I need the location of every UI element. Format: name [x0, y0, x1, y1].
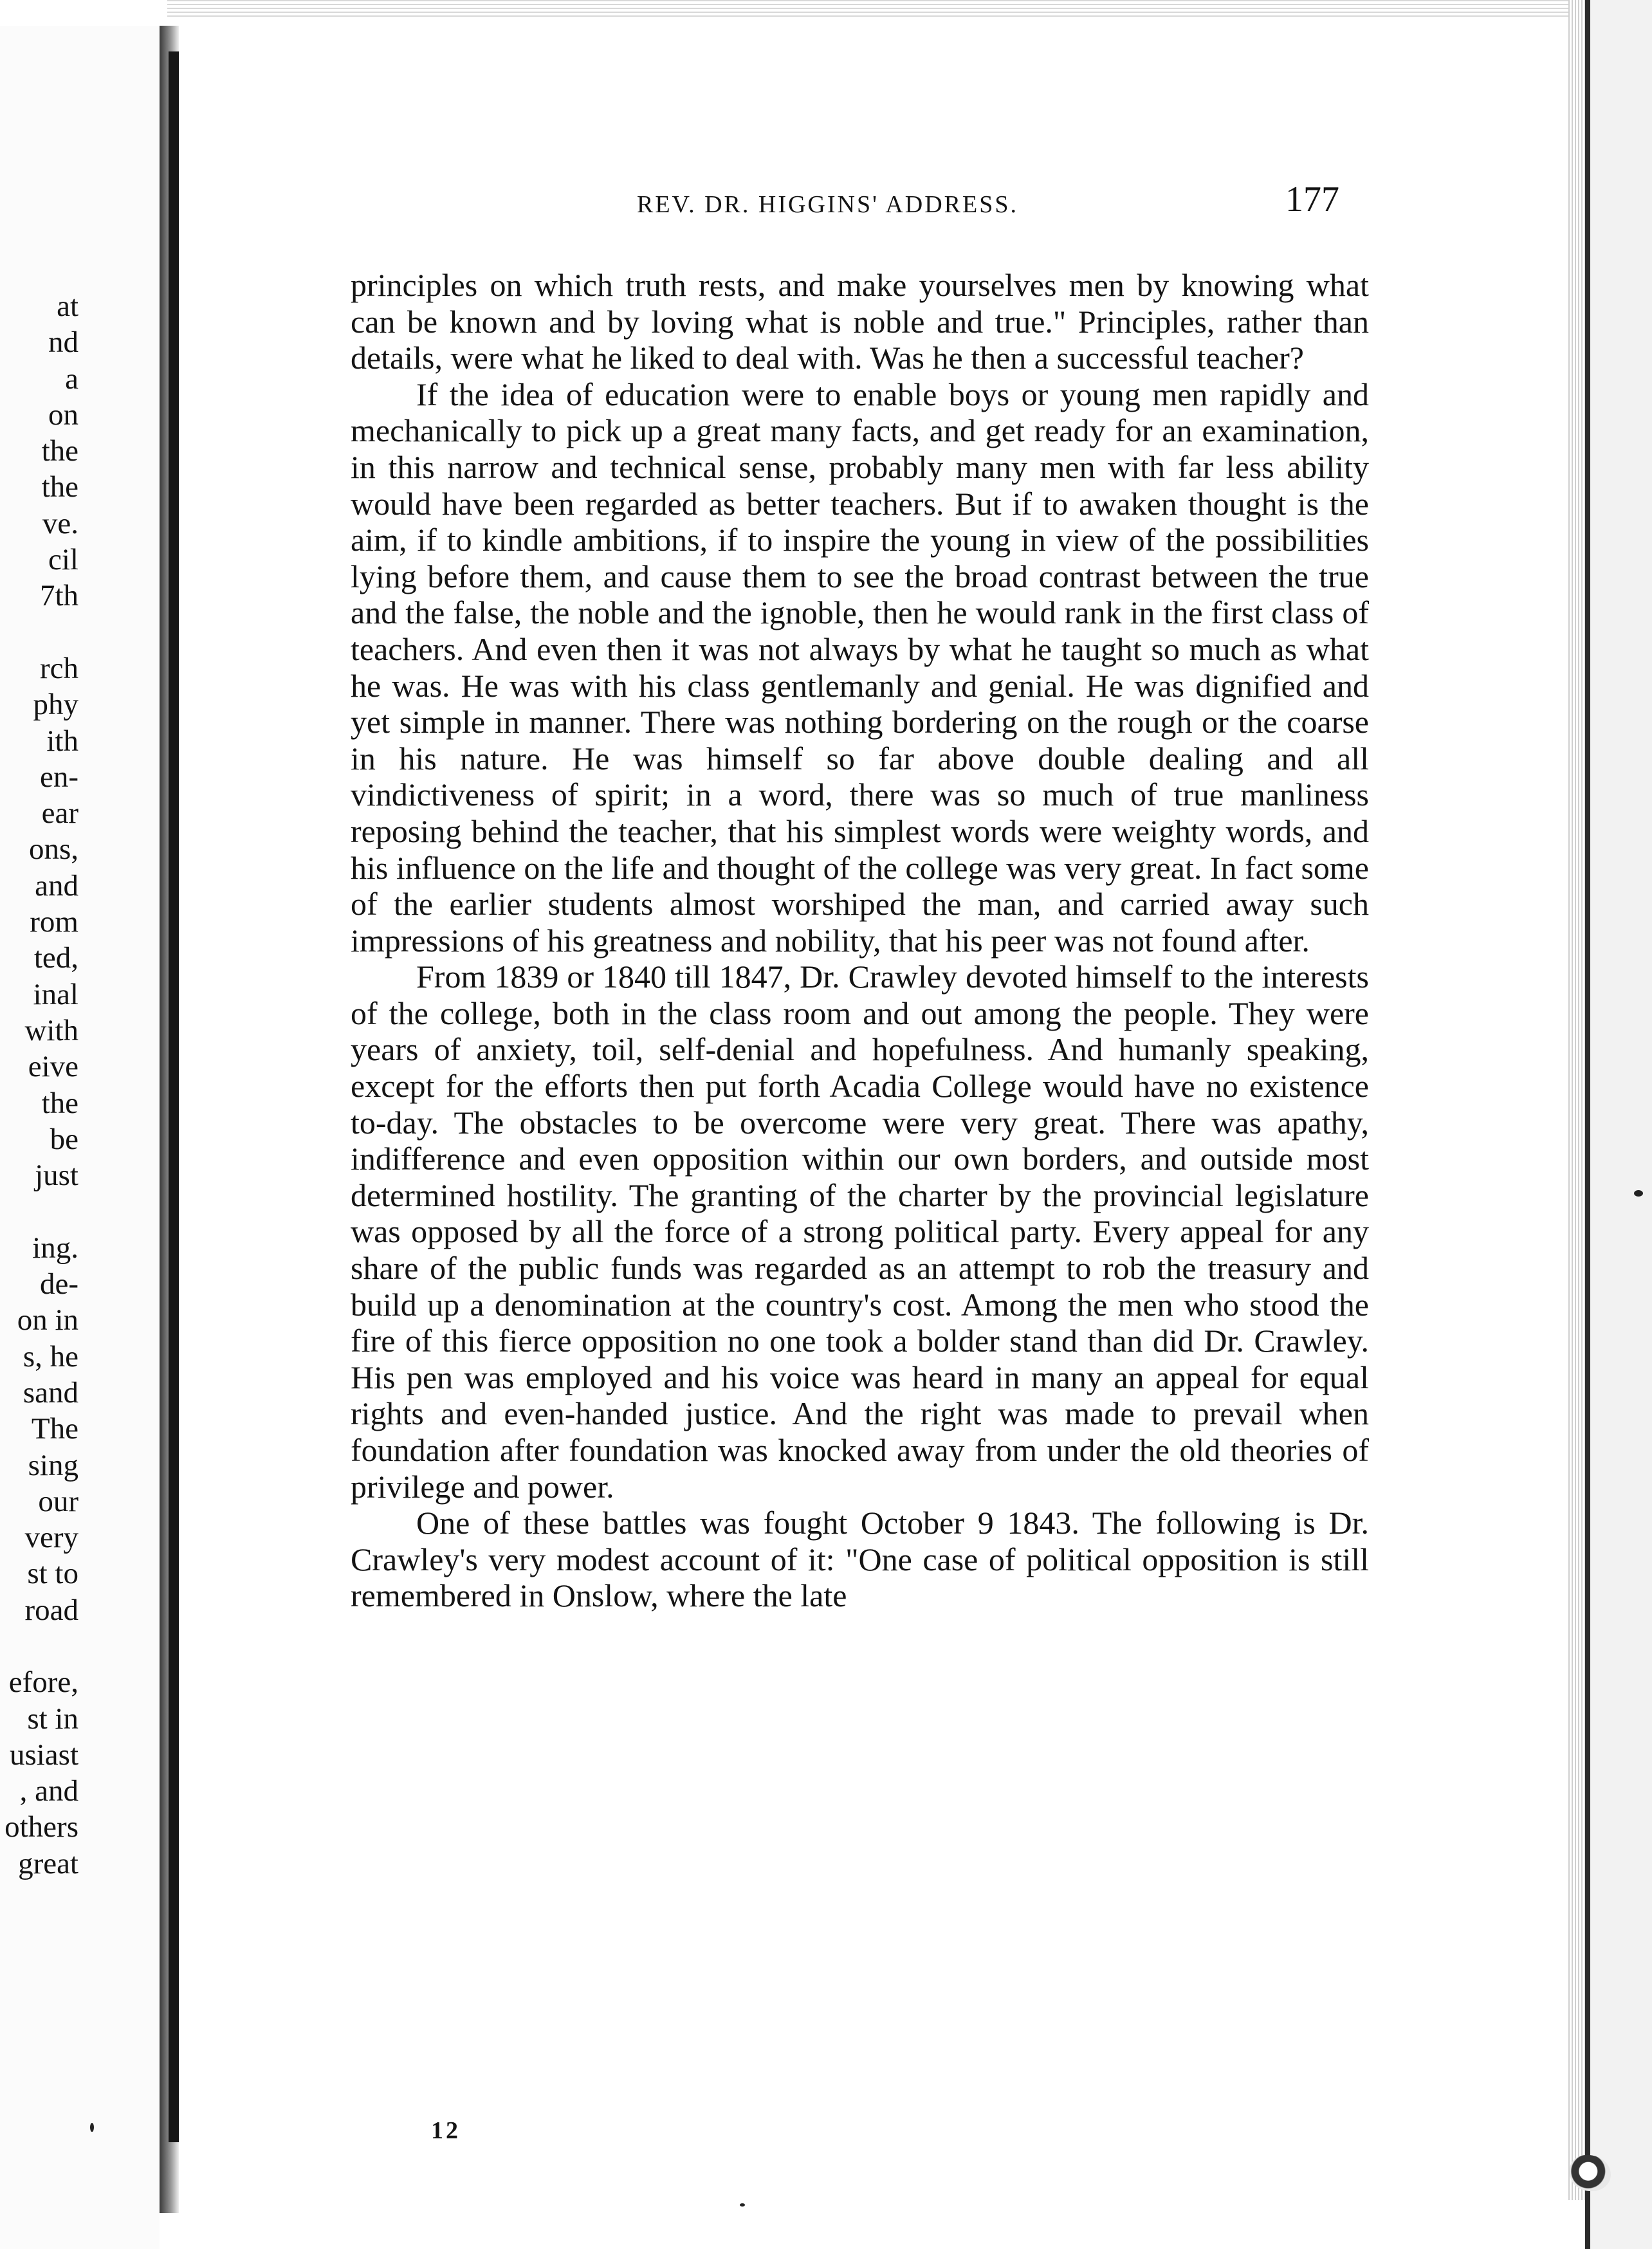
facing-page-fragment: The — [31, 1412, 78, 1446]
dust-speck — [1634, 1190, 1643, 1197]
facing-page-fragment: our — [38, 1484, 78, 1518]
facing-page-fragment: and — [35, 868, 78, 903]
facing-page-fragment: , and — [19, 1774, 78, 1808]
facing-page-fragment: on — [48, 398, 78, 432]
facing-page-fragment: efore, — [8, 1666, 78, 1700]
facing-page-fragment: 7th — [39, 579, 78, 613]
facing-page-fragment: others — [5, 1810, 78, 1844]
facing-page-fragment: a — [65, 362, 78, 396]
facing-page-fragment: the — [41, 1086, 78, 1120]
dust-speck — [90, 2123, 94, 2132]
facing-page-fragment: ons, — [28, 832, 78, 867]
facing-page-fragment: the — [41, 434, 78, 468]
facing-page-fragment: great — [18, 1846, 78, 1880]
running-head: REV. DR. HIGGINS' ADDRESS. — [637, 191, 1019, 218]
signature-mark: 12 — [431, 2117, 461, 2144]
facing-page-fragment: st in — [27, 1702, 78, 1736]
facing-page-fragment: ve. — [42, 506, 78, 540]
facing-page — [0, 26, 160, 2249]
facing-page-fragment: st to — [27, 1557, 78, 1591]
facing-page-fragment: sing — [28, 1448, 78, 1482]
dust-speck — [740, 2203, 745, 2207]
scan-background — [1590, 0, 1652, 2249]
facing-page-fragment: rch — [39, 651, 78, 685]
facing-page-fragment: inal — [33, 977, 78, 1011]
facing-page-fragment: ear — [41, 796, 78, 831]
facing-page-fragment: ted, — [33, 941, 78, 975]
facing-page-fragment: nd — [48, 326, 78, 360]
paragraph: From 1839 or 1840 till 1847, Dr. Crawley devoted himself to the interests of the college, both in the class room and out among the people. They were years of anxiety, toil, self-denial and hopefulness. And humanly speaking, except for the efforts then put forth Acadia College would have no existence to-day. The obstacles to be overcome were very great. There was apathy, indifference and even opposition within our own borders, and outside most determined hostility. The granting of the charter by the provincial legislature was opposed by all the force of a strong political party. Every appeal for any share of the public funds was regarded as an attempt to rob the treasury and build up a denomination at the country's cost. Among the men who stood the fire of this fierce opposition no one took a bolder stand than did Dr. Crawley. His pen was employed and his voice was heard in many an appeal for equal rights and even-handed justice. And the right was made to prevail when foundation after foundation was knocked away from under the old theories of privilege and power. — [351, 959, 1369, 1505]
facing-page-fragment: ith — [46, 724, 78, 758]
paragraph: If the idea of education were to enable boys or young men rapidly and mechanically to pick up a great many facts, and get ready for an examination, in this narrow and technical sense, probably many men with far less ability would have been regarded as better teachers. But if to awaken thought is the aim, if to kindle ambitions, if to inspire the young in view of the possibilities lying before them, and cause them to see the broad contrast between the true and the false, the noble and the ignoble, then he would rank in the first class of teachers. And even then it was not always by what he taught so much as what he was. He was with his class gentlemanly and genial. He was dignified and yet simple in manner. There was nothing bordering on the rough or the coarse in his nature. He was himself so far above double dealing and all vindictiveness of spirit; in a word, there was so much of true manliness reposing behind the teacher, that his simplest words were weighty words, and his influence on the life and thought of the college was very great. In fact some of the earlier students almost worshiped the man, and carried away such impressions of his greatness and nobility, that his peer was not found after. — [351, 376, 1369, 959]
facing-page-fragment: de- — [39, 1267, 78, 1301]
facing-page-fragment: cil — [48, 543, 78, 577]
facing-page-fragment: phy — [33, 688, 78, 722]
facing-page-fragment: with — [24, 1013, 78, 1047]
facing-page-fragment: rom — [30, 905, 78, 939]
facing-page-fragment: on in — [17, 1303, 78, 1337]
page-number: 177 — [1285, 179, 1339, 219]
facing-page-fragment: be — [50, 1122, 78, 1156]
facing-page-fragment: en- — [39, 760, 78, 794]
facing-page-fragment: sand — [23, 1375, 78, 1409]
facing-page-fragment: ing. — [32, 1231, 78, 1265]
paragraph: One of these battles was fought October 9 1843. The following is Dr. Crawley's very modest account of it: "One case of political opposition is still remembered in Onslow, where the late — [351, 1505, 1369, 1614]
page-edge-shadow — [1585, 0, 1590, 2249]
facing-page-fragment: at — [57, 289, 78, 323]
facing-page-fragment: usiast — [9, 1738, 78, 1772]
body-text — [351, 267, 1369, 1614]
facing-page-fragment: eive — [28, 1050, 78, 1084]
page-top-edge — [167, 0, 1589, 19]
page-edge-stack — [1568, 0, 1585, 2200]
facing-page-fragment: just — [35, 1159, 78, 1193]
facing-page-fragment: very — [24, 1521, 78, 1555]
facing-page-fragment: s, he — [23, 1339, 78, 1373]
paragraph: principles on which truth rests, and make yourselves men by knowing what can be known and by loving what is noble and true." Principles, rather than details, were what he liked to deal with. Was he then a successful teacher? — [351, 267, 1369, 376]
book-gutter — [169, 51, 179, 2142]
facing-page-line-fragments — [0, 288, 160, 1882]
facing-page-fragment: the — [41, 470, 78, 504]
facing-page-fragment: road — [24, 1593, 78, 1627]
